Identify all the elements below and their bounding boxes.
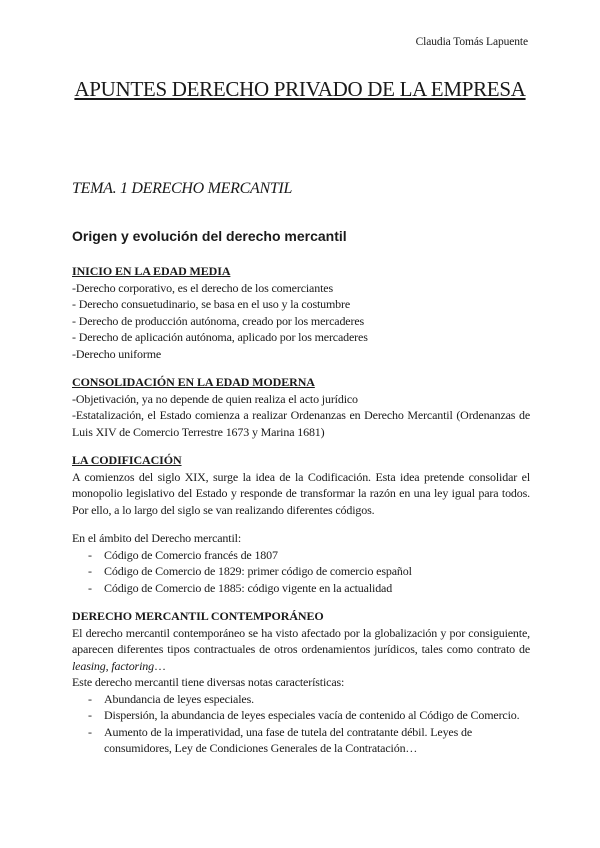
section-consolidacion xyxy=(72,374,530,440)
text-line: -Objetivación, ya no depende de quien realiza el acto jurídico xyxy=(72,391,358,406)
author-name: Claudia Tomás Lapuente xyxy=(415,36,528,48)
section-heading: DERECHO MERCANTIL CONTEMPORÁNEO xyxy=(72,609,324,623)
list-item: - Dispersión, la abundancia de leyes especiales vacía de contenido al Código de Comercio. xyxy=(72,707,530,724)
list-item: - Código de Comercio francés de 1807 xyxy=(72,547,530,564)
text-line: - Derecho de aplicación autónoma, aplicado por los mercaderes xyxy=(72,330,368,344)
section-codificacion xyxy=(72,452,530,596)
text-paragraph: A comienzos del siglo XIX, surge la idea de la Codificación. Esta idea pretende consolidar el monopolio legislativo del Estado y responde de transformar la razón en una ley igual para todos. Por ello, a lo largo del siglo se van realizando diferentes códigos. xyxy=(72,469,530,517)
section-contemporaneo xyxy=(72,608,530,757)
list-item: - Abundancia de leyes especiales. xyxy=(72,691,530,708)
document-body xyxy=(72,263,530,769)
list-item: - Código de Comercio de 1885: código vigente en la actualidad xyxy=(72,580,530,597)
text-line: - Derecho consuetudinario, se basa en el uso y la costumbre xyxy=(72,297,351,311)
document-title: APUNTES DERECHO PRIVADO DE LA EMPRESA xyxy=(74,77,526,101)
features-list xyxy=(72,691,530,757)
list-intro: En el ámbito del Derecho mercantil: xyxy=(72,531,242,545)
text-line: -Derecho uniforme xyxy=(72,346,162,361)
section-inicio xyxy=(72,263,530,362)
section-heading: LA CODIFICACIÓN xyxy=(72,453,182,467)
list-item: - Aumento de la imperatividad, una fase de tutela del contratante débil. Leyes de consumidores, Ley de Condiciones Generales de la Contratación… xyxy=(72,724,530,757)
text-line: -Derecho corporativo, es el derecho de los comerciantes xyxy=(72,280,333,295)
code-list xyxy=(72,547,530,597)
text-line: - Derecho de producción autónoma, creado por los mercaderes xyxy=(72,313,365,328)
section-heading: CONSOLIDACIÓN EN LA EDAD MODERNA xyxy=(72,375,315,389)
text-paragraph: -Estatalización, el Estado comienza a realizar Ordenanzas en Derecho Mercantil (Ordenanzas de Luis XIV de Comercio Terrestre 1673 y Marina 1681) xyxy=(72,408,530,439)
section-heading: INICIO EN LA EDAD MEDIA xyxy=(72,264,231,278)
list-item: - Código de Comercio de 1829: primer código de comercio español xyxy=(72,563,530,580)
chapter-title: TEMA. 1 DERECHO MERCANTIL xyxy=(72,180,293,197)
section-title: Origen y evolución del derecho mercantil xyxy=(72,228,347,244)
list-intro: Este derecho mercantil tiene diversas notas características: xyxy=(72,675,345,689)
text-paragraph: El derecho mercantil contemporáneo se ha visto afectado por la globalización y por consiguiente, aparecen diferentes tipos contractuales de otros ordenamientos jurídicos, tales como contrato de leasing, factoring… xyxy=(72,625,530,673)
